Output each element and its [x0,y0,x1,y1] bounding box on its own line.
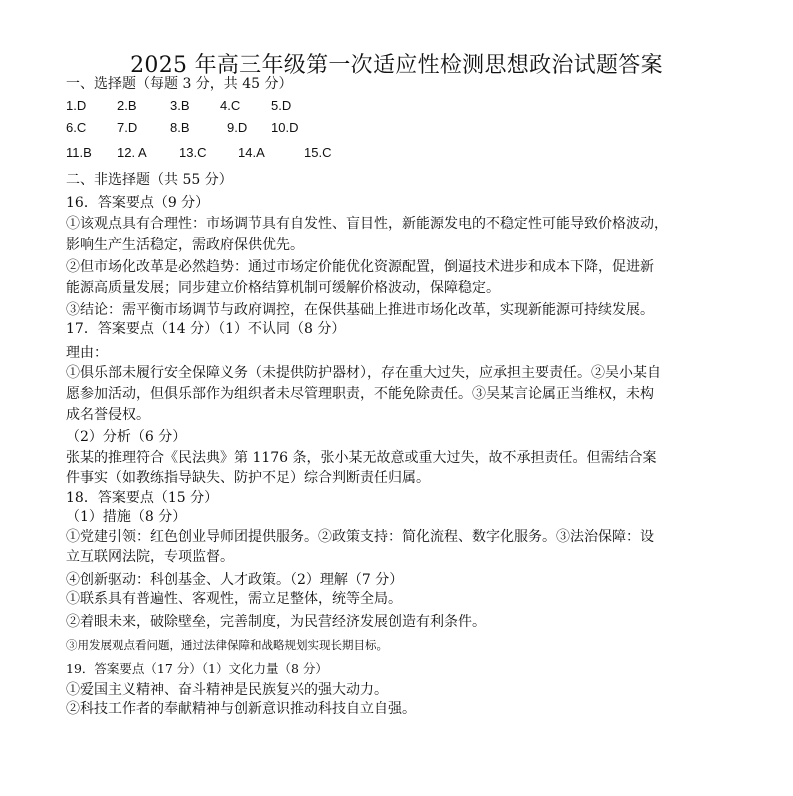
text-line: ①爱国主义精神、奋斗精神是民族复兴的强大动力。 [66,682,388,698]
text-line: ①联系具有普遍性、客观性，需立足整体，统等全局。 [66,591,402,607]
text-line: ④创新驱动：科创基金、人才政策。（2）理解（7 分） [66,572,404,588]
text-line: （1）措施（8 分） [66,509,187,525]
answer-12: 12. A [117,145,147,160]
text-line: 18．答案要点（15 分） [66,490,219,506]
text-line: 影响生产生活稳定，需政府保供优先。 [66,237,304,253]
page-title: 2025 年高三年级第一次适应性检测思想政治试题答案 [130,53,663,78]
text-line: 能源高质量发展；同步建立价格结算机制可缓解价格波动，保障稳定。 [66,280,500,296]
answer-15: 15.C [304,145,332,160]
answer-11: 11.B [66,145,92,160]
answer-6: 6.C [66,120,87,135]
text-line: 19．答案要点（17 分）（1）文化力量（8 分） [66,661,328,676]
answer-13: 13.C [179,145,207,160]
answer-5: 5.D [271,98,292,113]
text-line: ①俱乐部未履行安全保障义务（未提供防护器材），存在重大过失，应承担主要责任。②吴小某自 [66,365,661,381]
text-line: 件事实（如教练指导缺失、防护不足）综合判断责任归属。 [66,470,430,486]
text-line: 愿参加活动，但俱乐部作为组织者未尽管理职责，不能免除责任。③吴某言论属正当维权，未构 [66,386,654,402]
answer-7: 7.D [117,120,138,135]
text-line: ②但市场化改革是必然趋势：通过市场定价能优化资源配置，倒逼技术进步和成本下降，促进新 [66,259,654,275]
text-line: ①该观点具有合理性：市场调节具有自发性、盲目性，新能源发电的不稳定性可能导致价格波动， [66,216,668,232]
answer-4: 4.C [220,98,241,113]
text-line: ②着眼未来，破除壁垒，完善制度，为民营经济发展创造有利条件。 [66,614,486,630]
text-line: （2）分析（6 分） [66,429,187,445]
answer-1: 1.D [66,98,87,113]
section-heading-choice: 一、选择题（每题 3 分，共 45 分） [66,76,293,92]
text-line: ③用发展观点看问题，通过法律保障和战略规划实现长期目标。 [66,638,388,652]
text-line: 张某的推理符合《民法典》第 1176 条，张小某无故意或重大过失，故不承担责任。但需结合案 [66,450,657,466]
text-line: 成名誉侵权。 [66,407,150,423]
answer-8: 8.B [170,120,190,135]
answer-14: 14.A [238,145,265,160]
answer-10: 10.D [271,120,299,135]
text-line: 17．答案要点（14 分）（1）不认同（8 分） [66,321,346,337]
text-line: 理由： [66,345,108,361]
answer-9: 9.D [227,120,248,135]
answer-3: 3.B [170,98,190,113]
text-line: 16．答案要点（9 分） [66,195,210,211]
section-heading-nonchoice: 二、非选择题（共 55 分） [66,172,233,188]
text-line: ②科技工作者的奉献精神与创新意识推动科技自立自强。 [66,701,416,717]
text-line: ①党建引领：红色创业导师团提供服务。②政策支持：简化流程、数字化服务。③法治保障：设 [66,529,654,545]
answer-2: 2.B [117,98,137,113]
text-line: 立互联网法院，专项监督。 [66,549,234,565]
text-line: ③结论：需平衡市场调节与政府调控，在保供基础上推进市场化改革，实现新能源可持续发展。 [66,302,654,318]
